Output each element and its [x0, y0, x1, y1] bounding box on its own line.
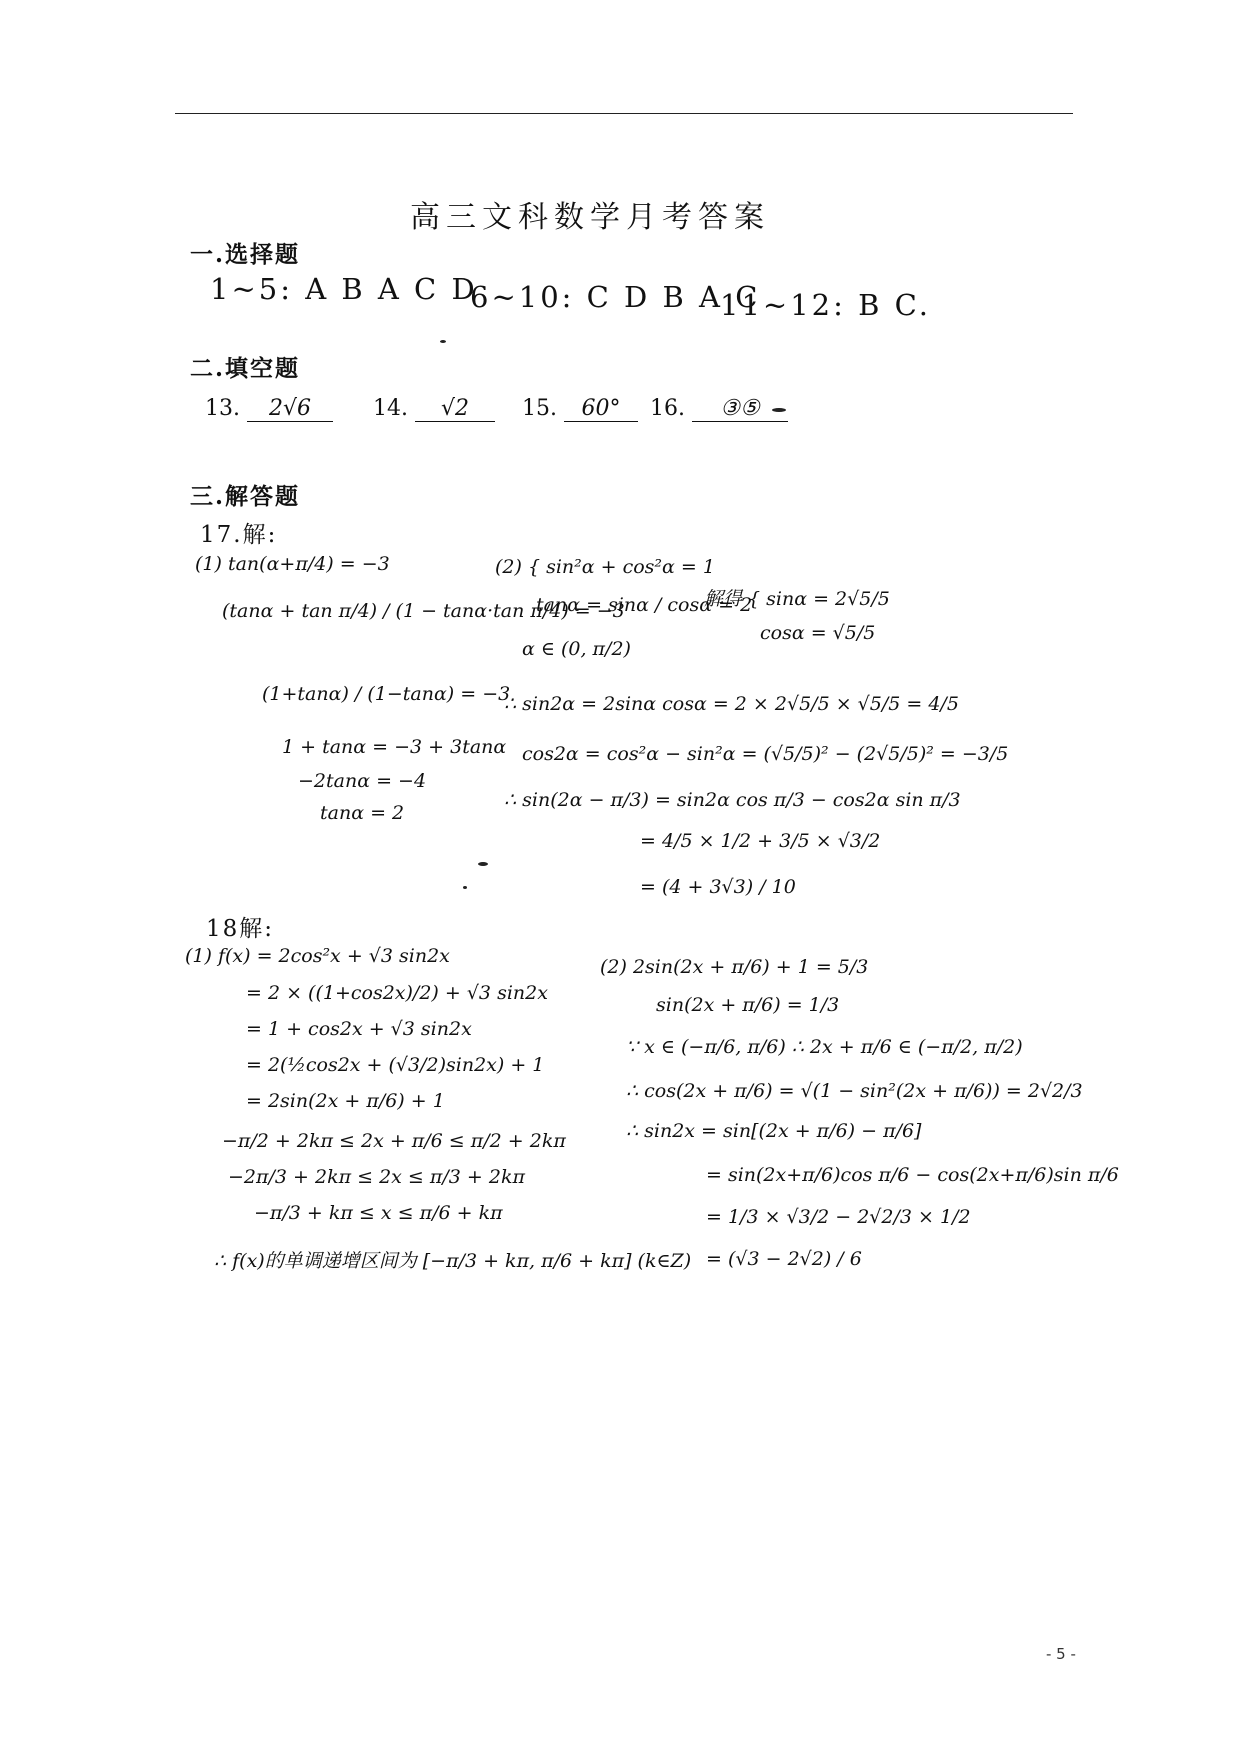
page-title: 高三文科数学月考答案	[410, 200, 770, 235]
q18-p1-line: −π/2 + 2kπ ≤ 2x + π/6 ≤ π/2 + 2kπ	[222, 1130, 566, 1152]
q17-p2-line: = 4/5 × 1/2 + 3/5 × √3/2	[640, 830, 881, 852]
fill-answer: ③⑤	[692, 396, 788, 422]
fill-answer: 60°	[564, 396, 638, 422]
q18-p2-line: ∵ x ∈ (−π/6, π/6) ∴ 2x + π/6 ∈ (−π/2, π/2)	[626, 1036, 1023, 1058]
q17-p2-line: cos2α = cos²α − sin²α = (√5/5)² − (2√5/5)² = −3/5	[522, 743, 1009, 765]
q17-label: 17.解:	[200, 522, 278, 548]
q17-p2-system: tanα = sinα / cosα = 2	[536, 594, 753, 616]
page-number: - 5 -	[1046, 1645, 1076, 1663]
q18-p1-line: = 2(½cos2x + (√3/2)sin2x) + 1	[246, 1054, 545, 1076]
q18-p1-line: −2π/3 + 2kπ ≤ 2x ≤ π/3 + 2kπ	[228, 1166, 525, 1188]
choice-heading: 一.选择题	[190, 241, 301, 268]
fill-item-15	[522, 396, 638, 422]
q18-p2-line: (2) 2sin(2x + π/6) + 1 = 5/3	[600, 956, 869, 978]
fill-number: 13.	[205, 396, 240, 421]
q18-p1-line: = 2sin(2x + π/6) + 1	[246, 1090, 445, 1112]
q17-p1-line: (tanα + tan π/4) / (1 − tanα·tan π/4) = −3	[222, 600, 625, 622]
q18-p1-line: (1) f(x) = 2cos²x + √3 sin2x	[185, 945, 450, 967]
fill-number: 16.	[650, 396, 685, 421]
q17-p2-system: α ∈ (0, π/2)	[522, 638, 631, 660]
q17-p2-line: = (4 + 3√3) / 10	[640, 876, 796, 898]
scan-speck	[772, 408, 786, 412]
scan-speck	[463, 886, 467, 889]
fill-item-13	[205, 396, 333, 422]
q17-p2-line: ∴ sin2α = 2sinα cosα = 2 × 2√5/5 × √5/5 = 4/5	[504, 693, 959, 715]
q17-p2-result: cosα = √5/5	[760, 622, 876, 644]
q18-p1-line: −π/3 + kπ ≤ x ≤ π/6 + kπ	[254, 1202, 503, 1224]
choice-group-3: 11~12: B C.	[720, 288, 931, 322]
choice-group-1: 1~5: A B A C D	[210, 272, 478, 306]
fill-answer: √2	[415, 396, 495, 422]
fill-heading: 二.填空题	[190, 355, 301, 382]
q18-p2-line: sin(2x + π/6) = 1/3	[656, 994, 840, 1016]
header-rule	[175, 113, 1073, 114]
q18-p2-line: ∴ cos(2x + π/6) = √(1 − sin²(2x + π/6)) = 2√2/3	[626, 1080, 1083, 1102]
solve-heading: 三.解答题	[190, 483, 301, 510]
q17-p1-line: −2tanα = −4	[298, 770, 427, 792]
q17-p1-line: (1+tanα) / (1−tanα) = −3	[262, 683, 511, 705]
q17-p2-line: ∴ sin(2α − π/3) = sin2α cos π/3 − cos2α sin π/3	[504, 789, 961, 811]
q18-p2-line: ∴ sin2x = sin[(2x + π/6) − π/6]	[626, 1120, 922, 1142]
q18-label: 18解:	[206, 916, 275, 942]
q18-p1-line: = 1 + cos2x + √3 sin2x	[246, 1018, 472, 1040]
choice-group-2: 6~10: C D B A C	[470, 280, 761, 314]
q17-p2-result: 解得 { sinα = 2√5/5	[704, 588, 890, 610]
q17-p1-line: tanα = 2	[320, 802, 405, 824]
q18-p2-line: = 1/3 × √3/2 − 2√2/3 × 1/2	[706, 1206, 971, 1228]
q17-p2-system: (2) { sin²α + cos²α = 1	[495, 556, 715, 578]
q18-p1-line: = 2 × ((1+cos2x)/2) + √3 sin2x	[246, 982, 548, 1004]
q18-p1-line: ∴ f(x)的单调递增区间为 [−π/3 + kπ, π/6 + kπ] (k∈Z)	[214, 1250, 692, 1272]
fill-number: 14.	[373, 396, 408, 421]
q18-p2-line: = sin(2x+π/6)cos π/6 − cos(2x+π/6)sin π/6	[706, 1164, 1119, 1186]
fill-number: 15.	[522, 396, 557, 421]
q17-p1-line: (1) tan(α+π/4) = −3	[195, 553, 390, 575]
scan-speck	[478, 862, 488, 866]
q18-p2-line: = (√3 − 2√2) / 6	[706, 1248, 862, 1270]
fill-item-16	[650, 396, 788, 422]
fill-item-14	[373, 396, 495, 422]
q17-p1-line: 1 + tanα = −3 + 3tanα	[282, 736, 507, 758]
scan-speck	[440, 340, 446, 343]
fill-answer: 2√6	[247, 396, 333, 422]
